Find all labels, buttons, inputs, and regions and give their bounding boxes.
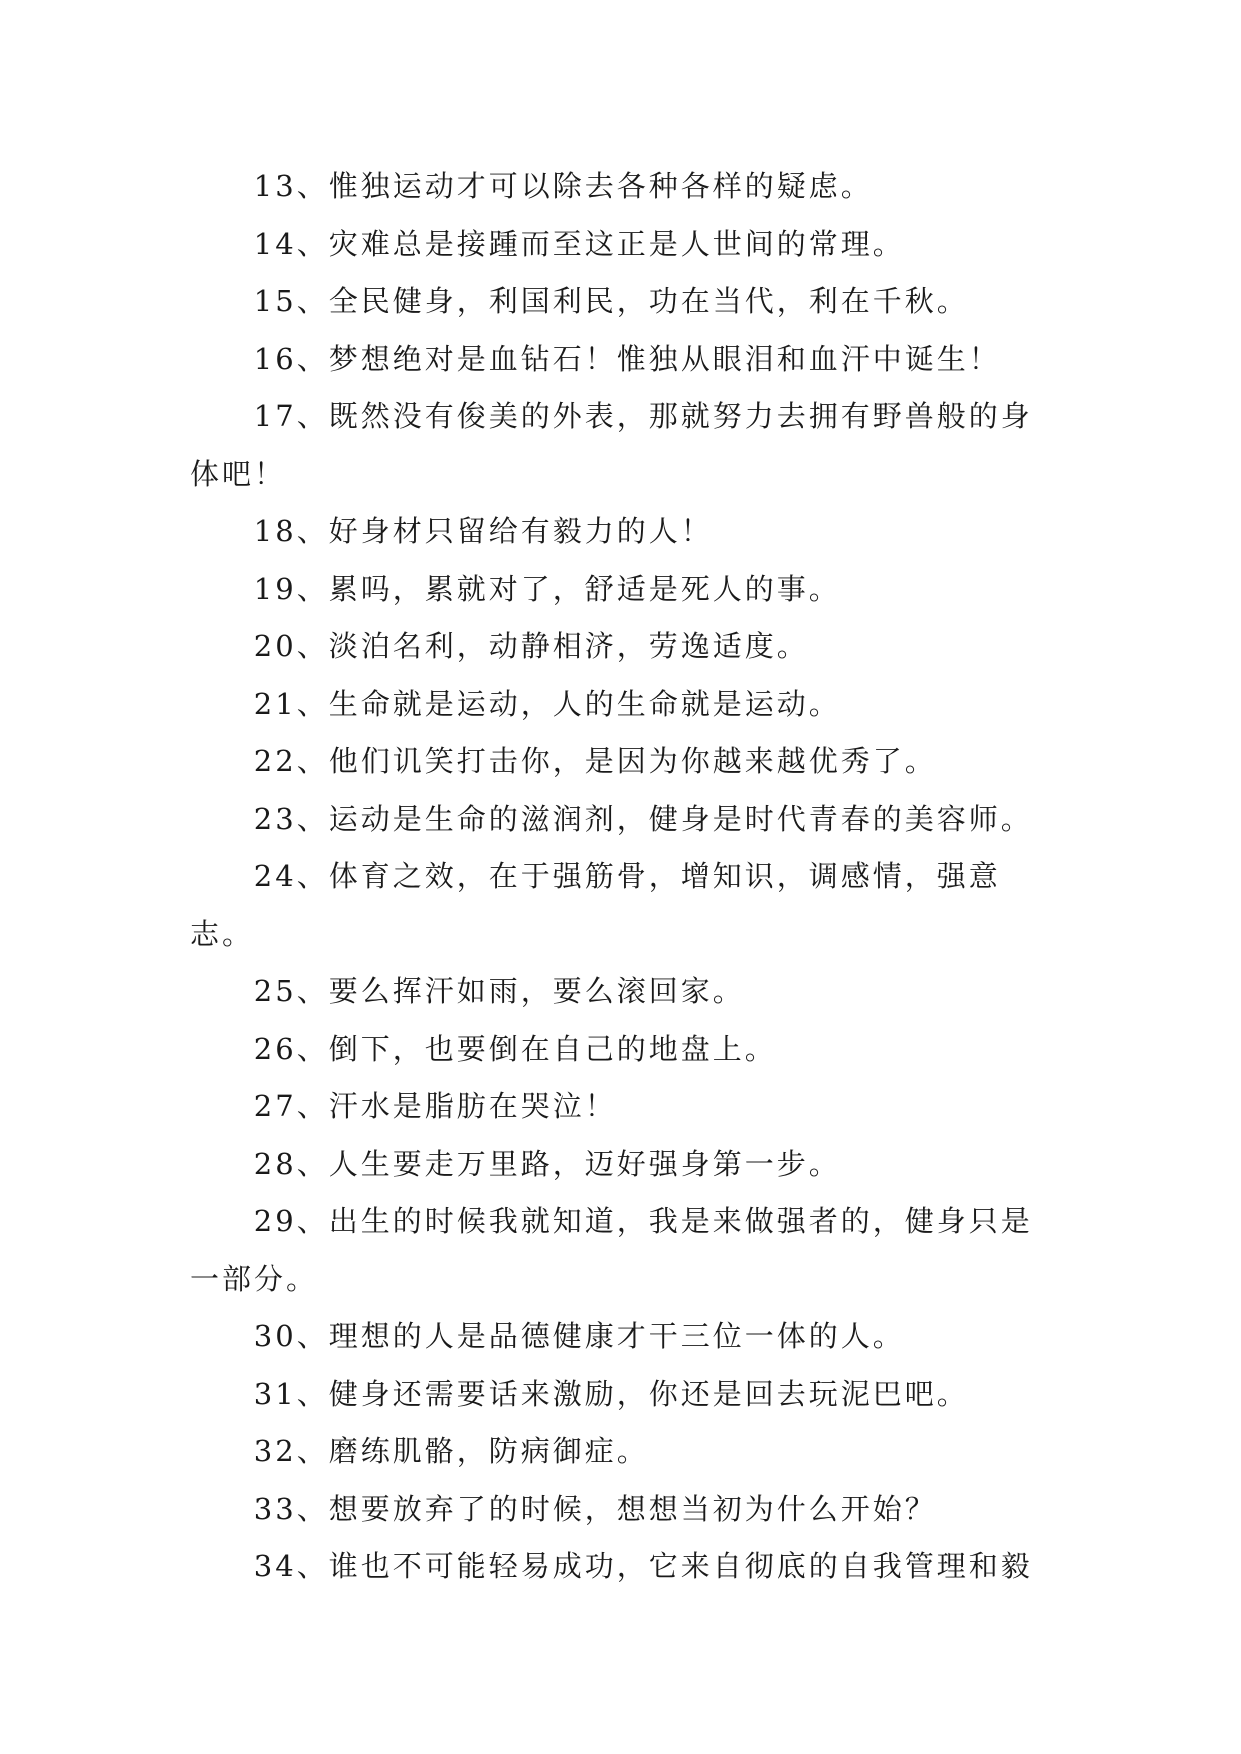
paragraph-25: 25、要么挥汗如雨，要么滚回家。 [253,974,745,1008]
paragraph-28: 28、人生要走万里路，迈好强身第一步。 [253,1146,841,1181]
paragraph-15: 15、全民健身，利国利民，功在当代，利在千秋。 [253,284,969,318]
paragraph-31: 31、健身还需要话来激励，你还是回去玩泥巴吧。 [253,1376,969,1411]
document-body [190,158,1050,1596]
paragraph-23: 23、运动是生命的滋润剂，健身是时代青春的美容师。 [253,801,1033,836]
paragraph-26: 26、倒下，也要倒在自己的地盘上。 [253,1031,777,1066]
paragraph-34: 34、谁也不可能轻易成功，它来自彻底的自我管理和毅 [253,1549,1033,1583]
paragraph-17: 17、既然没有俊美的外表，那就努力去拥有野兽般的身体吧！ [190,399,1033,491]
paragraph-18: 18、好身材只留给有毅力的人！ [253,514,713,548]
paragraph-20: 20、淡泊名利，动静相济，劳逸适度。 [253,629,809,663]
paragraph-14: 14、灾难总是接踵而至这正是人世间的常理。 [253,226,905,261]
paragraph-27: 27、汗水是脂肪在哭泣！ [253,1089,617,1123]
paragraph-16: 16、梦想绝对是血钻石！惟独从眼泪和血汗中诞生！ [253,341,1001,376]
paragraph-33: 33、想要放弃了的时候，想想当初为什么开始？ [253,1491,937,1526]
paragraph-30: 30、理想的人是品德健康才干三位一体的人。 [253,1319,905,1353]
paragraph-21: 21、生命就是运动，人的生命就是运动。 [253,686,841,721]
paragraph-22: 22、他们讥笑打击你，是因为你越来越优秀了。 [253,744,937,778]
paragraph-13: 13、惟独运动才可以除去各种各样的疑虑。 [253,169,873,203]
paragraph-19: 19、累吗，累就对了，舒适是死人的事。 [253,571,841,606]
paragraph-32: 32、磨练肌骼，防病御症。 [253,1434,649,1468]
paragraph-24: 24、体育之效，在于强筋骨，增知识，调感情，强意志。 [190,859,1001,951]
paragraph-29: 29、出生的时候我就知道，我是来做强者的，健身只是一部分。 [190,1204,1033,1296]
